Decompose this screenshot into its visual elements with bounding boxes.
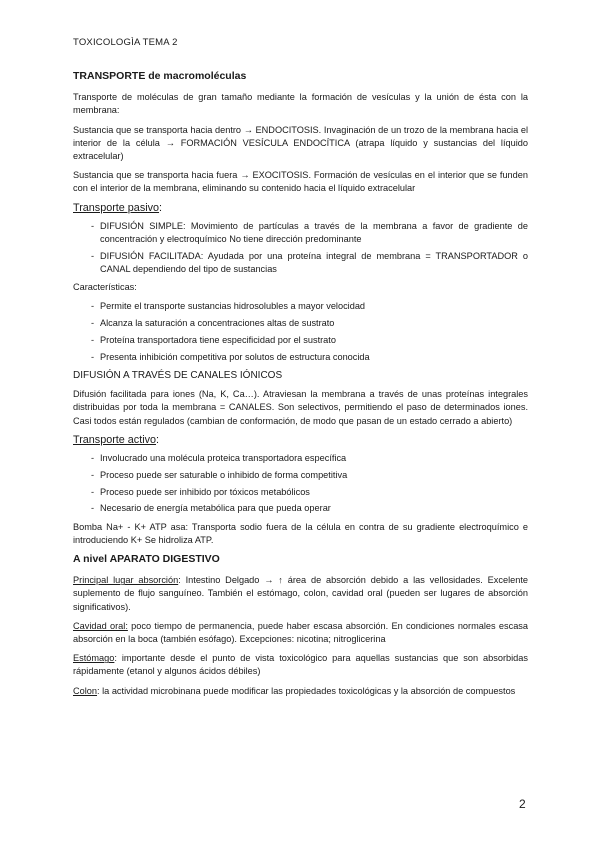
pasivo-list [73,220,528,276]
list-item [73,469,528,482]
list-item [73,452,528,465]
endocitosis-paragraph: Sustancia que se transporta hacia dentro → ENDOCITOSIS. Invaginación de un trozo de la membrana hacia el interior de la célula → FORMACIÓN VESÍCULA ENDOCÍTICA (atrapa líquido y sustancias del líquido extracelular) [73,124,528,162]
dash-bullet: - [91,351,95,362]
list-item-text: DIFUSIÓN FACILITADA: Ayudada por una proteína integral de membrana = TRANSPORTADOR o CANAL dependiendo del tipo de sustancias [100,250,528,275]
entry-text: : Intestino Delgado → ↑ área de absorción debido a las vellosidades. Excelente suplemento de flujo sanguíneo. También el estómago, colon, cavidad oral (pueden ser lugares de absorción significativos). [73,575,528,612]
digestivo-entry-cavidad [73,620,528,646]
dash-bullet: - [91,469,95,480]
list-item-text: Permite el transporte sustancias hidrosolubles a mayor velocidad [100,301,366,312]
list-item-text: Alcanza la saturación a concentraciones altas de sustrato [100,318,335,329]
list-item-text: Proceso puede ser saturable o inhibido de forma competitiva [100,469,348,480]
caracteristicas-list [73,300,528,364]
list-item [73,250,528,276]
entry-label: Principal lugar absorción [73,575,179,586]
canales-heading: DIFUSIÓN A TRAVÉS DE CANALES IÓNICOS [73,370,283,382]
list-item-text: Involucrado una molécula proteica transportadora específica [100,453,347,464]
pasivo-heading-colon: : [159,201,163,214]
list-item-text: Proteína transportadora tiene especificidad por el sustrato [100,335,336,346]
pasivo-heading-text: Transporte pasivo [73,201,160,214]
digestivo-heading: A nivel APARATO DIGESTIVO [73,553,220,566]
activo-heading-text: Transporte activo [73,433,157,446]
activo-list [73,452,528,516]
digestivo-entry-principal [73,574,528,614]
list-item-text: DIFUSIÓN SIMPLE: Movimiento de partículas a través de la membrana a favor de gradiente de concentración y electroquímico No tiene dirección predominante [100,220,528,245]
page-content [73,70,528,704]
bomba-paragraph: Bomba Na+ - K+ ATP asa: Transporta sodio fuera de la célula en contra de su gradiente electroquímico e introduciendo K+ Se hidroliza ATP. [73,521,528,545]
list-item [73,486,528,499]
exocitosis-paragraph: Sustancia que se transporta hacia fuera → EXOCITOSIS. Formación de vesículas en el interior que se funden con el interior de la membrana, eliminando su contenido hacia el líquido extracelular [73,170,528,194]
canales-paragraph: Difusión facilitada para iones (Na, K, Ca…). Atraviesan la membrana a través de unas proteínas integrales distribuidas por toda la membrana = CANALES. Son selectivos, permitiendo el paso de determinados iones. Casi todos están regulados (cambian de conformación, de modo que pasan de un estado cerrado a abierto) [73,389,528,426]
list-item-text: Proceso puede ser inhibido por tóxicos metabólicos [100,486,310,497]
dash-bullet: - [91,453,95,464]
intro-paragraph: Transporte de moléculas de gran tamaño mediante la formación de vesículas y la unión de ésta con la membrana: [73,92,528,116]
list-item-text: Presenta inhibición competitiva por solutos de estructura conocida [100,351,370,362]
list-item [73,334,528,347]
dash-bullet: - [91,220,95,231]
entry-label: Colon [73,685,98,696]
dash-bullet: - [91,318,95,329]
page-number: 2 [519,797,526,811]
entry-label: Estómago [73,653,115,664]
list-item [73,317,528,330]
digestivo-entry-colon [73,685,528,698]
list-item [73,300,528,313]
entry-text: poco tiempo de permanencia, puede haber escasa absorción. En condiciones normales escasa absorción en la boca (también esófago). Excepciones: nicotina; nitroglicerina [73,620,529,645]
pasivo-heading [73,202,528,215]
entry-text: : importante desde el punto de vista toxicológico para aquellas sustancias que son absorbidas rápidamente (etanol y algunos ácidos débiles) [73,653,528,677]
page-header: TOXICOLOGÌA TEMA 2 [73,37,178,48]
dash-bullet: - [91,503,95,514]
list-item-text: Necesario de energía metabólica para que pueda operar [100,503,331,514]
list-item [73,351,528,364]
list-item [73,220,528,246]
section-title: TRANSPORTE de macromoléculas [73,70,247,82]
dash-bullet: - [91,486,95,497]
digestivo-entry-estomago [73,652,528,678]
activo-heading [73,434,528,447]
caracteristicas-label: Características: [73,282,137,293]
entry-text: : la actividad microbinana puede modificar las propiedades toxicológicas y la absorción de compuestos [97,685,516,696]
activo-heading-colon: : [156,433,160,446]
dash-bullet: - [91,335,95,346]
entry-label: Cavidad oral: [73,620,128,631]
dash-bullet: - [91,301,95,312]
list-item [73,502,528,515]
dash-bullet: - [91,250,95,261]
